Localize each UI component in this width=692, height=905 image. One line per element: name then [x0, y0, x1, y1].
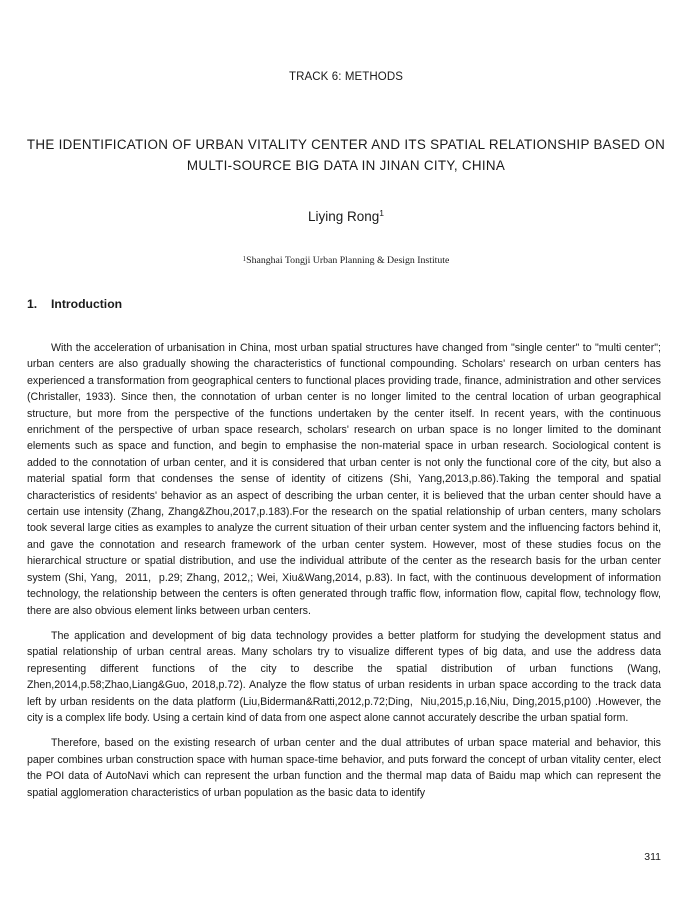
affiliation-text: Shanghai Tongji Urban Planning & Design Institute [246, 255, 450, 266]
author-affiliation [0, 255, 692, 266]
section-number: 1. [27, 297, 38, 311]
paragraph: The application and development of big data technology provides a better platform for studying the development status and spatial relationship of urban central areas. Many scholars try to visualize different types of big data, and use the address data representing different functions of the city to describe the spatial distribution of urban functions (Wang, Zhen,2014,p.58;Zhao,Liang&Guo, 2018,p.72). Analyze the flow status of urban residents in urban space according to the track data left by urban residents on the data platform (Liu,Biderman&Ratti,2012,p.72;Ding, Niu,2015,p.16,Niu, Ding,2015,p100) .However, the city is a complex life body. Using a certain kind of data from one aspect alone cannot accurately describe the urban spatial form. [27, 629, 661, 724]
paper-title-line-2: MULTI-SOURCE BIG DATA IN JINAN CITY, CHINA [186, 158, 506, 173]
author-name [0, 209, 692, 224]
paragraph: With the acceleration of urbanisation in China, most urban spatial structures have changed from "single center" to "multi center"; urban centers are also gradually showing the characteristics of functional compounding. Scholars' research on urban centers has experienced a transformation from geographical centers to functional places providing trade, finance, administration and other services (Christaller, 1933). Since then, the connotation of urban center is no longer limited to the central location of urban geographical structure, but more from the perspective of the functions undertaken by the center itself. In recent years, with the continuous enrichment of the perspective of urban space research, scholars' research on urban space is no longer limited to the dominant elements such as space and function, and begin to emphasise the non-material space in urban research. Sociological content is added to the connotation of urban center, and it is considered that urban center is not only the functional core of the city, but also a material spatial form that condenses the sense of identity of citizens (Shi, Yang,2013,p.86).Taking the temporal and spatial characteristics of residents' behavior as an aspect of describing the urban center, it is believed that the urban center should have a certain use intensity (Zhang, Zhang&Zhou,2017,p.183).For the research on the spatial relationship of urban centers, many scholars took several large cities as examples to analyze the current situation of their urban center system and the influencing factors behind it, and gave the connotation and research framework of the urban center system. However, most of these studies focus on the hierarchical structure or spatial distribution, and use the individual attribute of the center as the research basis for the urban center system (Shi, Yang, 2011, p.29; Zhang, 2012,; Wei, Xiu&Wang,2014, p.83). In fact, with the continuous development of information technology, the relationship between the centers is often generated through traffic flow, information flow, capital flow, technology flow, there are also obvious element links between urban centers. [27, 342, 661, 617]
author-superscript: 1 [379, 208, 385, 218]
affiliation-superscript: 1 [242, 255, 247, 263]
paper-title [20, 134, 672, 176]
track-header: TRACK 6: METHODS [288, 71, 404, 83]
author-text: Liying Rong [307, 209, 380, 224]
section-heading [27, 297, 122, 311]
body-text [27, 340, 661, 810]
paper-title-line-1: THE IDENTIFICATION OF URBAN VITALITY CENTER AND ITS SPATIAL RELATIONSHIP BASED ON [26, 137, 666, 152]
section-title: Introduction [51, 297, 123, 311]
page-number: 311 [644, 851, 661, 863]
paragraph: Therefore, based on the existing research of urban center and the dual attributes of urban space material and behavior, this paper combines urban construction space with human space-time behavior, and puts forward the concept of urban vitality center, elect the POI data of AutoNavi which can represent the urban function and the thermal map data of Baidu map which can represent the spatial agglomeration characteristics of urban population as the basic data to identify [27, 737, 661, 799]
